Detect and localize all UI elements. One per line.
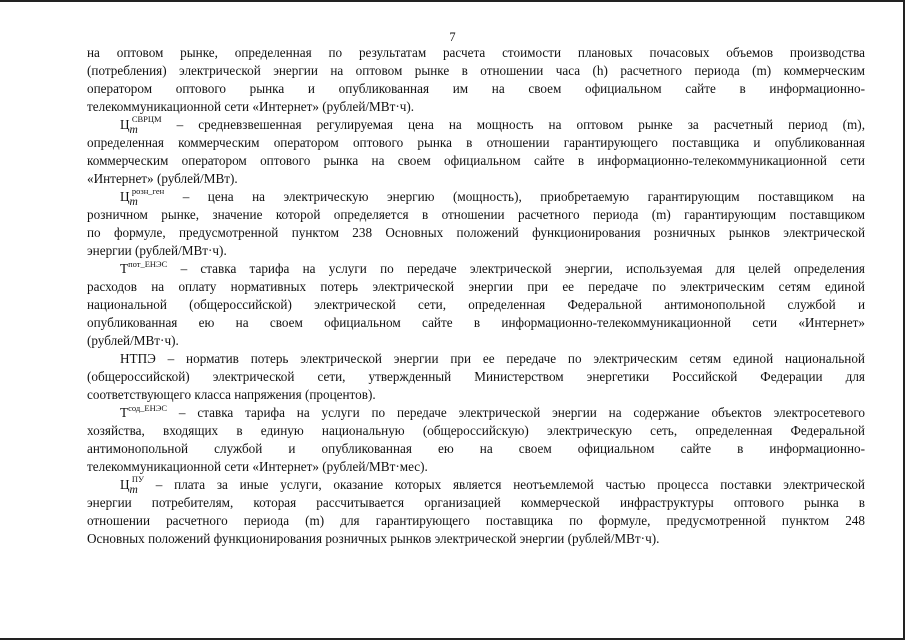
text-line: энергии потребителям, которая рассчитывается организацией коммерческой инфраструктуры оптового рынка в	[87, 495, 865, 510]
paragraph-continuation	[87, 44, 865, 116]
text-line: (общероссийской) электрической сети, утвержденный Министерством энергетики Российской Федерации для	[87, 369, 865, 384]
formula-symbol: $Цm^{розн\_ген}$	[120, 186, 165, 208]
text-line: $Цm^{СВРЦМ}$ – средневзвешенная регулируемая цена на мощность на оптовом рынке за расчетный период (m),	[120, 114, 865, 136]
text-line: «Интернет» (рублей/МВт).	[87, 171, 238, 186]
text-line: $Цm^{ПУ}$ – плата за иные услуги, оказание которых является неотъемлемой частью процесса поставки электрической	[120, 474, 865, 496]
text-line: НТПЭ – норматив потерь электрической энергии при ее передаче по электрическим сетям единой национальной	[120, 351, 865, 366]
text-line: телекоммуникационной сети «Интернет» (рублей/МВт·мес).	[87, 459, 428, 474]
text-line: (потребления) электрической энергии на оптовом рынке в отношении часа (h) расчетного периода (m) коммерческим	[87, 63, 865, 78]
text-line: по формуле, предусмотренной пунктом 238 Основных положений функционирования розничных рынков электрической	[87, 225, 865, 240]
definition-pot-enes	[87, 260, 865, 350]
document-body	[87, 44, 865, 548]
text-line: розничном рынке, значение которой определяется в отношении расчетного периода (m) гарантирующим поставщиком	[87, 207, 865, 222]
text-line: хозяйства, входящих в единую национальную (общероссийскую) электрическую сеть, определенная Федеральной	[87, 423, 865, 438]
text-line: соответствующего класса напряжения (процентов).	[87, 387, 376, 402]
text-line: опубликованная ею на своем официальном сайте в информационно-телекоммуникационной сети «Интернет»	[87, 315, 865, 330]
text-line: антимонопольной службой и опубликованная ею на своем официальном сайте в информационно-	[87, 441, 865, 456]
scan-border-top	[0, 0, 905, 2]
definition-sod-enes	[87, 404, 865, 476]
definition-ntpe	[87, 350, 865, 404]
text-line: коммерческим оператором оптового рынка на своем официальном сайте в информационно-телекоммуникационной сети	[87, 153, 865, 168]
formula-symbol: $Цm^{ПУ}$	[120, 474, 145, 496]
text-line: Основных положений функционирования розничных рынков электрической энергии (рублей/МВт·ч).	[87, 531, 660, 546]
formula-symbol: $Т^{сод\_ЕНЭС}$	[120, 403, 168, 420]
text-line: $Цm^{розн\_ген}$ – цена на электрическую энергию (мощность), приобретаемую гарантирующим поставщиком на	[120, 186, 865, 208]
formula-symbol: $Т^{пот\_ЕНЭС}$	[120, 259, 168, 276]
page-number: 7	[449, 30, 456, 44]
text-line: определенная коммерческим оператором оптового рынка в отношении гарантирующего поставщика и опубликованная	[87, 135, 865, 150]
text-line: $Т^{пот\_ЕНЭС}$ – ставка тарифа на услуги по передаче электрической энергии, используемая для целей определения	[87, 260, 865, 278]
text-line: расходов на оплату нормативных потерь электрической энергии при ее передаче по электрическим сетям единой	[87, 279, 865, 294]
text-line: национальной (общероссийской) электрической сети, определенная Федеральной антимонопольной службой и	[87, 297, 865, 312]
text-line: (рублей/МВт·ч).	[87, 333, 179, 348]
definition-rozn-gen	[87, 188, 865, 260]
definition-pu	[87, 476, 865, 548]
text-line: оператором оптового рынка и опубликованная им на своем официальном сайте в информационно-	[87, 81, 865, 96]
text-line: телекоммуникационной сети «Интернет» (рублей/МВт·ч).	[87, 99, 415, 114]
text-line: энергии (рублей/МВт·ч).	[87, 243, 227, 258]
text-line: отношении расчетного периода (m) для гарантирующего поставщика по формуле, предусмотренной пунктом 248	[87, 513, 865, 528]
text-line: на оптовом рынке, определенная по результатам расчета стоимости плановых почасовых объемов производства	[87, 45, 865, 60]
text-line: $Т^{сод\_ЕНЭС}$ – ставка тарифа на услуги по передаче электрической энергии на содержание объектов электросетевого	[87, 404, 865, 422]
formula-symbol: $Цm^{СВРЦМ}$	[120, 114, 162, 136]
definition-svrcm	[87, 116, 865, 188]
